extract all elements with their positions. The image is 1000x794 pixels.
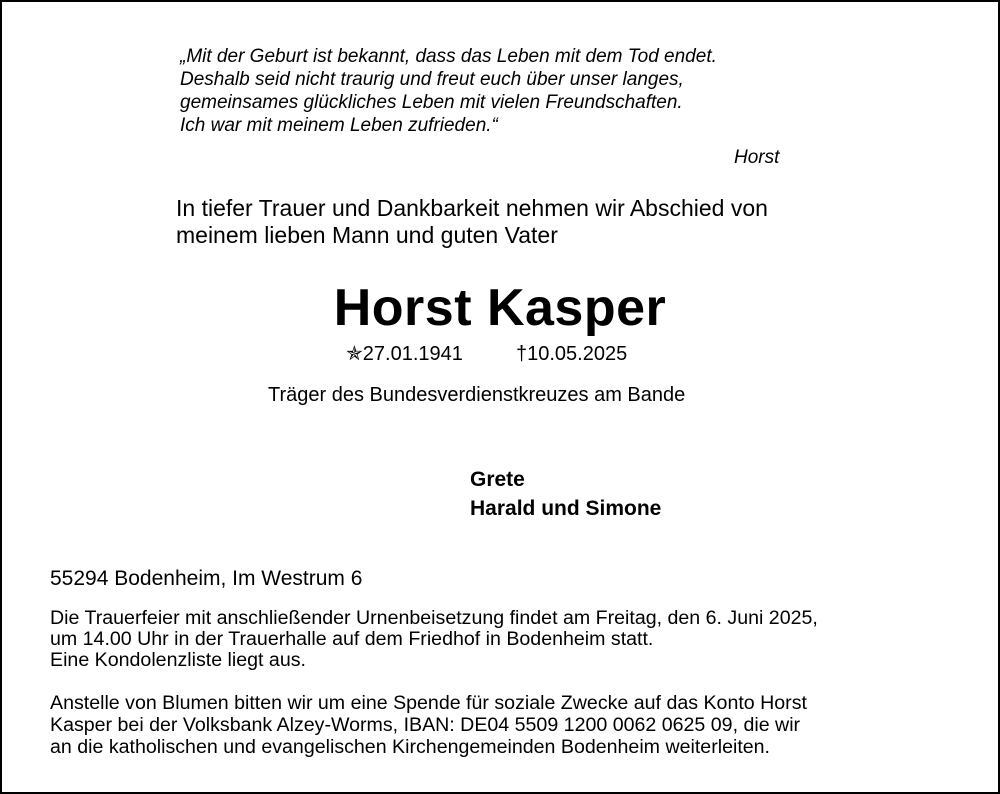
birth-date: 27.01.1941 [362,343,463,365]
deceased-name: Horst Kasper [333,279,667,337]
donation-info [50,692,807,758]
cross-icon: † [516,343,528,365]
intro-line: In tiefer Trauer und Dankbarkeit nehmen wir Abschied von [176,195,768,221]
family-member: Harald und Simone [470,497,662,520]
family-member: Grete [470,468,525,491]
quote-block [180,45,717,137]
donation-line: Anstelle von Blumen bitten wir um eine Spende für soziale Zwecke auf das Konto Horst [50,692,807,714]
funeral-line: Die Trauerfeier mit anschließender Urnenbeisetzung findet am Freitag, den 6. Juni 2025, [50,607,818,629]
intro-line: meinem lieben Mann und guten Vater [176,222,558,248]
quote-line: „Mit der Geburt ist bekannt, dass das Leben mit dem Tod endet. [180,46,717,67]
quote-line: gemeinsames glückliches Leben mit vielen Freundschaften. [180,92,683,113]
quote-signature: Horst [734,147,780,168]
quote-line: Deshalb seid nicht traurig und freut euch über unser langes, [180,69,684,90]
funeral-info [50,608,818,671]
funeral-line: Eine Kondolenzliste liegt aus. [50,649,306,671]
family-names [470,465,661,523]
address: 55294 Bodenheim, Im Westrum 6 [50,567,363,590]
funeral-line: um 14.00 Uhr in der Trauerhalle auf dem Friedhof in Bodenheim statt. [50,628,654,650]
intro-text [176,195,768,249]
donation-line: an die katholischen und evangelischen Kirchengemeinden Bodenheim weiterleiten. [50,736,771,758]
quote-line: Ich war mit meinem Leben zufrieden.“ [180,115,498,136]
star-icon: ✯ [346,343,363,365]
life-dates [346,341,627,366]
death-date: 10.05.2025 [527,343,628,365]
honor-text: Träger des Bundesverdienstkreuzes am Bande [268,384,686,406]
donation-line: Kasper bei der Volksbank Alzey-Worms, IBAN: DE04 5509 1200 0062 0625 09, die wir [50,714,801,736]
